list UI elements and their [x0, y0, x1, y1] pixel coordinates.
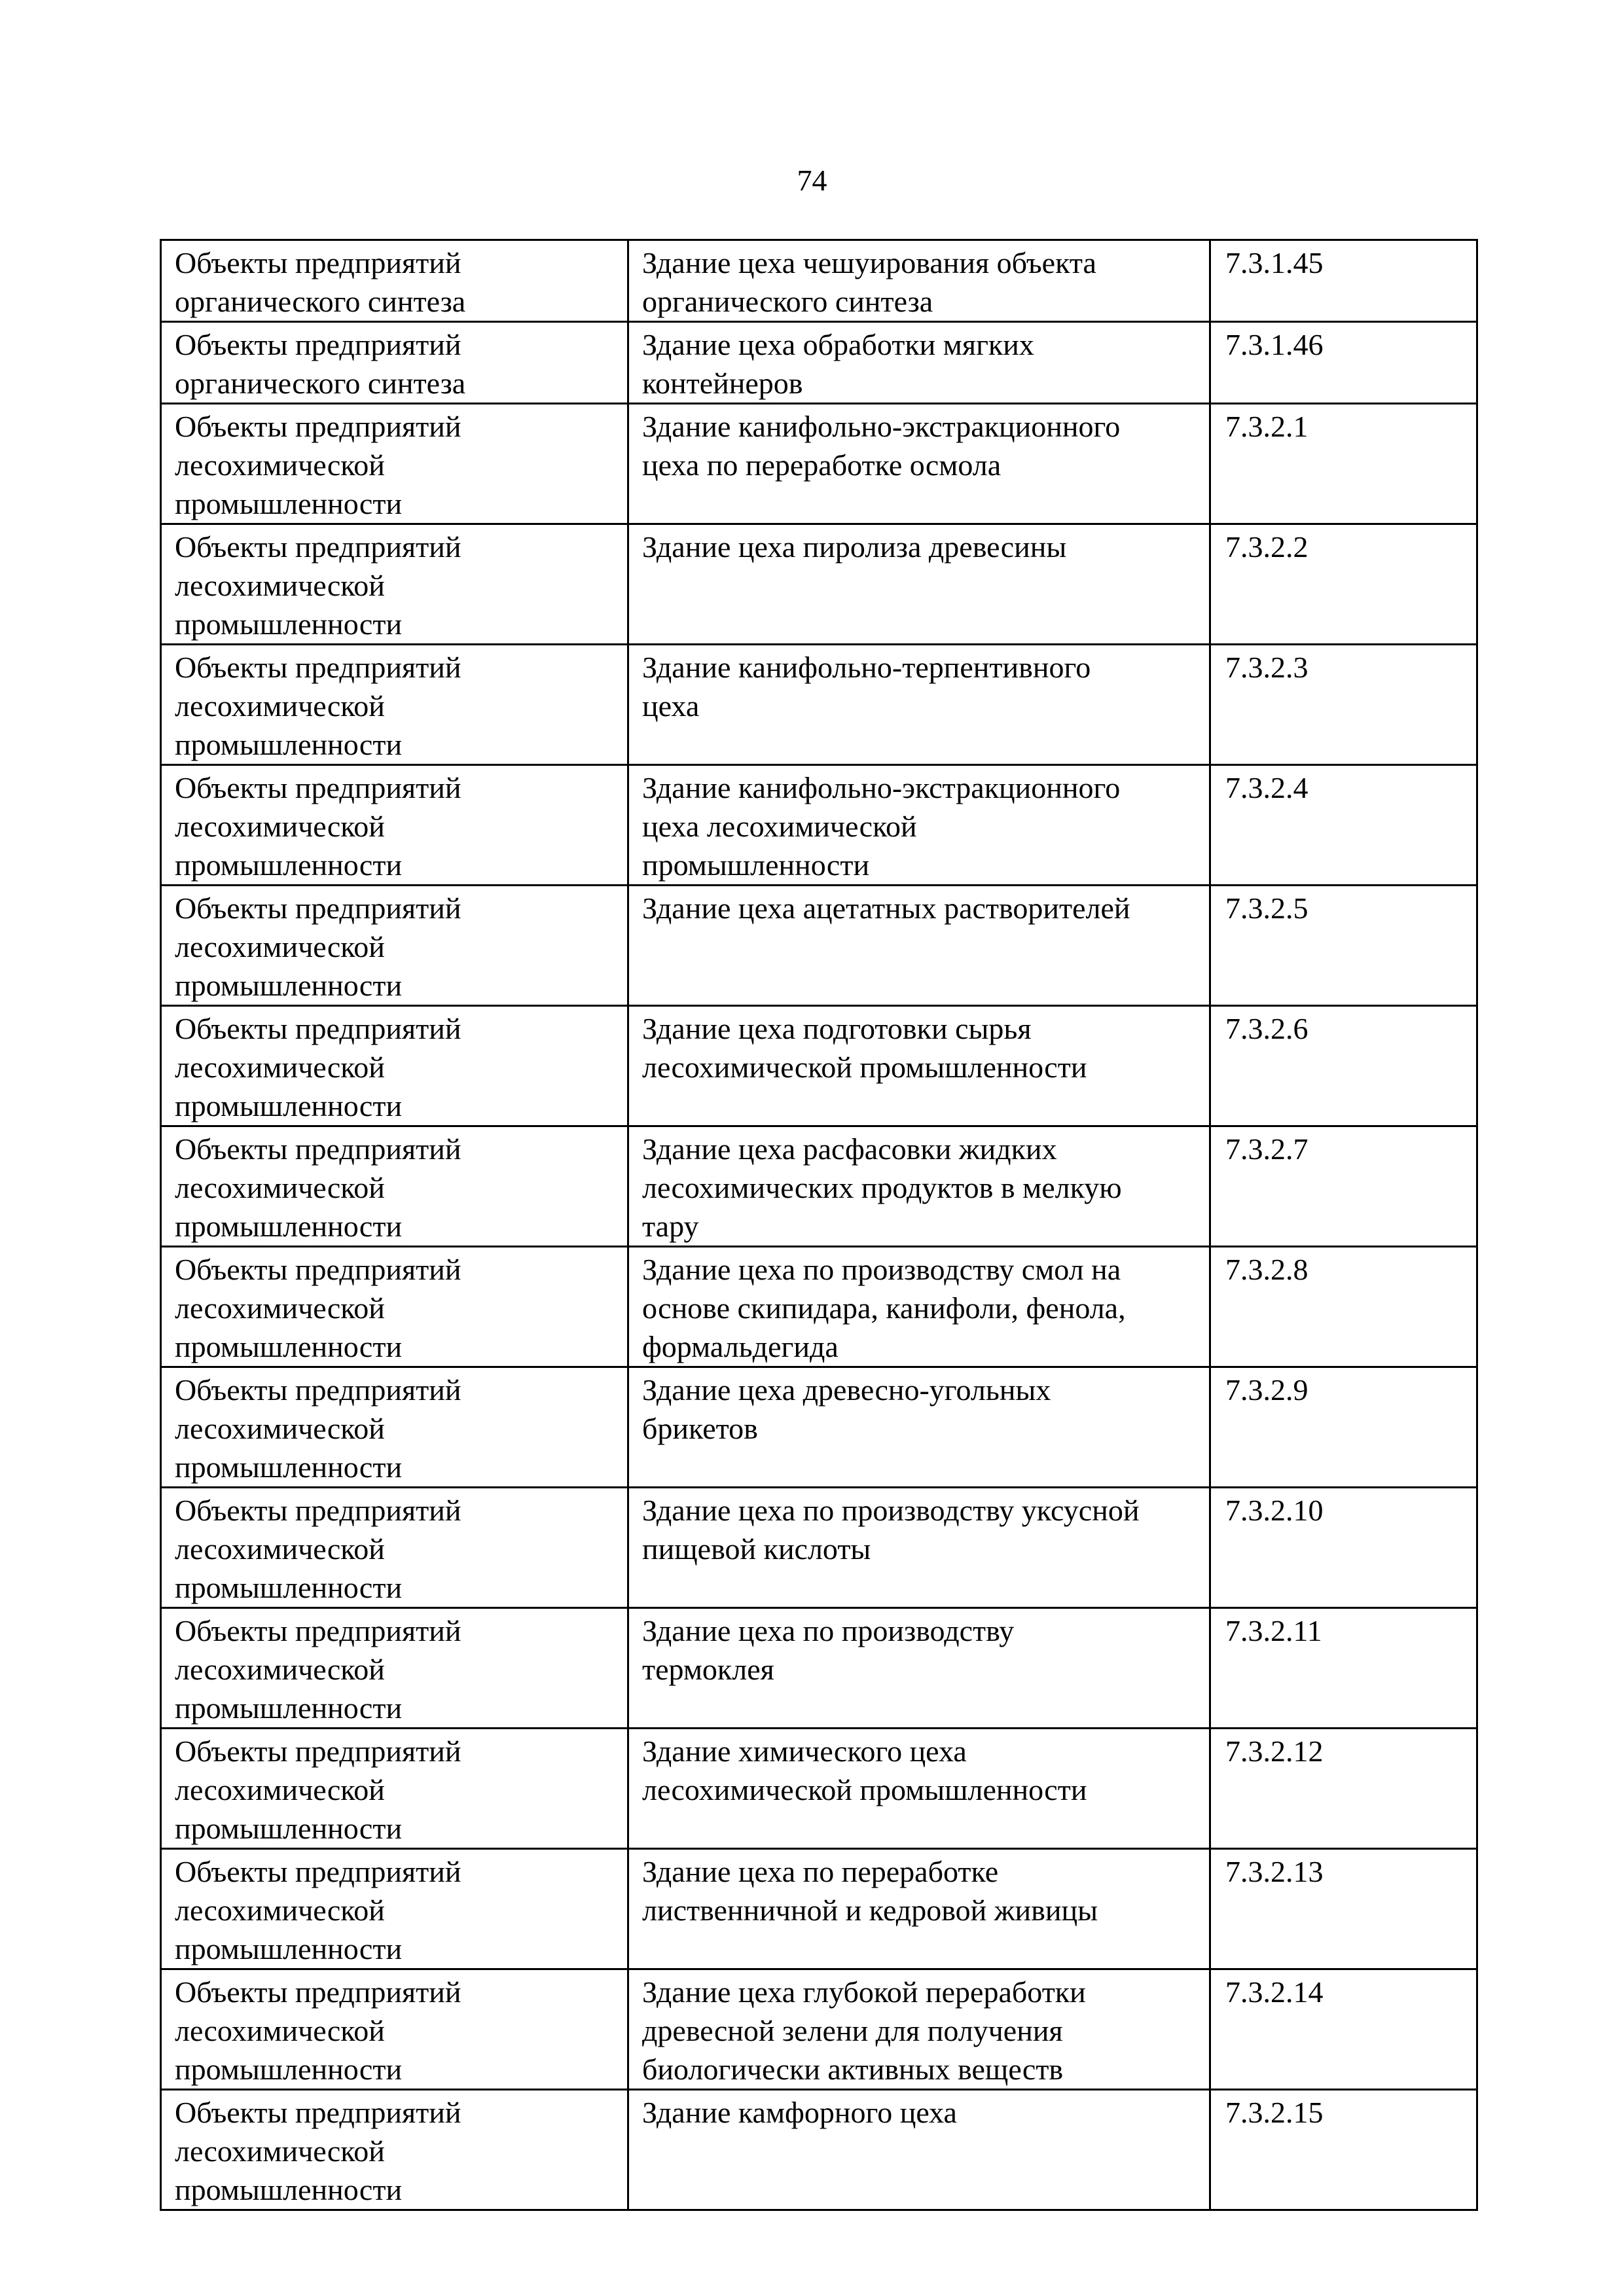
table-row: [161, 765, 1477, 886]
code-cell: 7.3.2.10: [1210, 1488, 1477, 1608]
building-name-cell: Здание цеха по переработке лиственничной и кедровой живицы: [628, 1849, 1210, 1969]
table-row: [161, 1367, 1477, 1488]
code-cell: 7.3.2.2: [1210, 524, 1477, 645]
table-row: [161, 886, 1477, 1006]
table-row: [161, 1729, 1477, 1849]
table-row: [161, 1969, 1477, 2090]
classification-table: [160, 239, 1478, 2211]
table-row: [161, 524, 1477, 645]
building-name-cell: Здание цеха древесно-угольных брикетов: [628, 1367, 1210, 1488]
object-type-cell: Объекты предприятий лесохимической промышленности: [161, 765, 628, 886]
code-cell: 7.3.2.8: [1210, 1247, 1477, 1367]
building-name-cell: Здание цеха расфасовки жидких лесохимических продуктов в мелкую тару: [628, 1126, 1210, 1247]
table-row: [161, 645, 1477, 765]
code-cell: 7.3.2.1: [1210, 404, 1477, 524]
object-type-cell: Объекты предприятий лесохимической промышленности: [161, 1006, 628, 1126]
table-row: [161, 1608, 1477, 1729]
table-row: [161, 240, 1477, 322]
object-type-cell: Объекты предприятий лесохимической промышленности: [161, 1126, 628, 1247]
building-name-cell: Здание цеха ацетатных растворителей: [628, 886, 1210, 1006]
table-row: [161, 1488, 1477, 1608]
table-row: [161, 1247, 1477, 1367]
table-row: [161, 1849, 1477, 1969]
building-name-cell: Здание цеха по производству уксусной пищевой кислоты: [628, 1488, 1210, 1608]
table-row: [161, 1126, 1477, 1247]
code-cell: 7.3.2.15: [1210, 2090, 1477, 2210]
building-name-cell: Здание канифольно-экстракционного цеха лесохимической промышленности: [628, 765, 1210, 886]
code-cell: 7.3.1.45: [1210, 240, 1477, 322]
object-type-cell: Объекты предприятий лесохимической промышленности: [161, 886, 628, 1006]
object-type-cell: Объекты предприятий лесохимической промышленности: [161, 645, 628, 765]
building-name-cell: Здание цеха обработки мягких контейнеров: [628, 322, 1210, 404]
building-name-cell: Здание химического цеха лесохимической промышленности: [628, 1729, 1210, 1849]
code-cell: 7.3.2.12: [1210, 1729, 1477, 1849]
code-cell: 7.3.1.46: [1210, 322, 1477, 404]
code-cell: 7.3.2.14: [1210, 1969, 1477, 2090]
building-name-cell: Здание канифольно-экстракционного цеха по переработке осмола: [628, 404, 1210, 524]
page-number: 74: [797, 164, 827, 197]
table-row: [161, 2090, 1477, 2210]
table-row: [161, 1006, 1477, 1126]
object-type-cell: Объекты предприятий лесохимической промышленности: [161, 2090, 628, 2210]
code-cell: 7.3.2.5: [1210, 886, 1477, 1006]
building-name-cell: Здание цеха чешуирования объекта органического синтеза: [628, 240, 1210, 322]
object-type-cell: Объекты предприятий лесохимической промышленности: [161, 524, 628, 645]
code-cell: 7.3.2.9: [1210, 1367, 1477, 1488]
building-name-cell: Здание цеха глубокой переработки древесной зелени для получения биологически активных веществ: [628, 1969, 1210, 2090]
object-type-cell: Объекты предприятий лесохимической промышленности: [161, 404, 628, 524]
table-row: [161, 404, 1477, 524]
object-type-cell: Объекты предприятий лесохимической промышленности: [161, 1608, 628, 1729]
code-cell: 7.3.2.6: [1210, 1006, 1477, 1126]
code-cell: 7.3.2.7: [1210, 1126, 1477, 1247]
building-name-cell: Здание цеха по производству смол на основе скипидара, канифоли, фенола, формальдегида: [628, 1247, 1210, 1367]
code-cell: 7.3.2.13: [1210, 1849, 1477, 1969]
object-type-cell: Объекты предприятий лесохимической промышленности: [161, 1969, 628, 2090]
building-name-cell: Здание цеха пиролиза древесины: [628, 524, 1210, 645]
code-cell: 7.3.2.11: [1210, 1608, 1477, 1729]
building-name-cell: Здание цеха подготовки сырья лесохимической промышленности: [628, 1006, 1210, 1126]
object-type-cell: Объекты предприятий лесохимической промышленности: [161, 1849, 628, 1969]
object-type-cell: Объекты предприятий лесохимической промышленности: [161, 1488, 628, 1608]
building-name-cell: Здание камфорного цеха: [628, 2090, 1210, 2210]
building-name-cell: Здание канифольно-терпентивного цеха: [628, 645, 1210, 765]
table-row: [161, 322, 1477, 404]
object-type-cell: Объекты предприятий лесохимической промышленности: [161, 1367, 628, 1488]
building-name-cell: Здание цеха по производству термоклея: [628, 1608, 1210, 1729]
code-cell: 7.3.2.3: [1210, 645, 1477, 765]
object-type-cell: Объекты предприятий лесохимической промышленности: [161, 1247, 628, 1367]
object-type-cell: Объекты предприятий органического синтеза: [161, 240, 628, 322]
object-type-cell: Объекты предприятий лесохимической промышленности: [161, 1729, 628, 1849]
code-cell: 7.3.2.4: [1210, 765, 1477, 886]
object-type-cell: Объекты предприятий органического синтеза: [161, 322, 628, 404]
